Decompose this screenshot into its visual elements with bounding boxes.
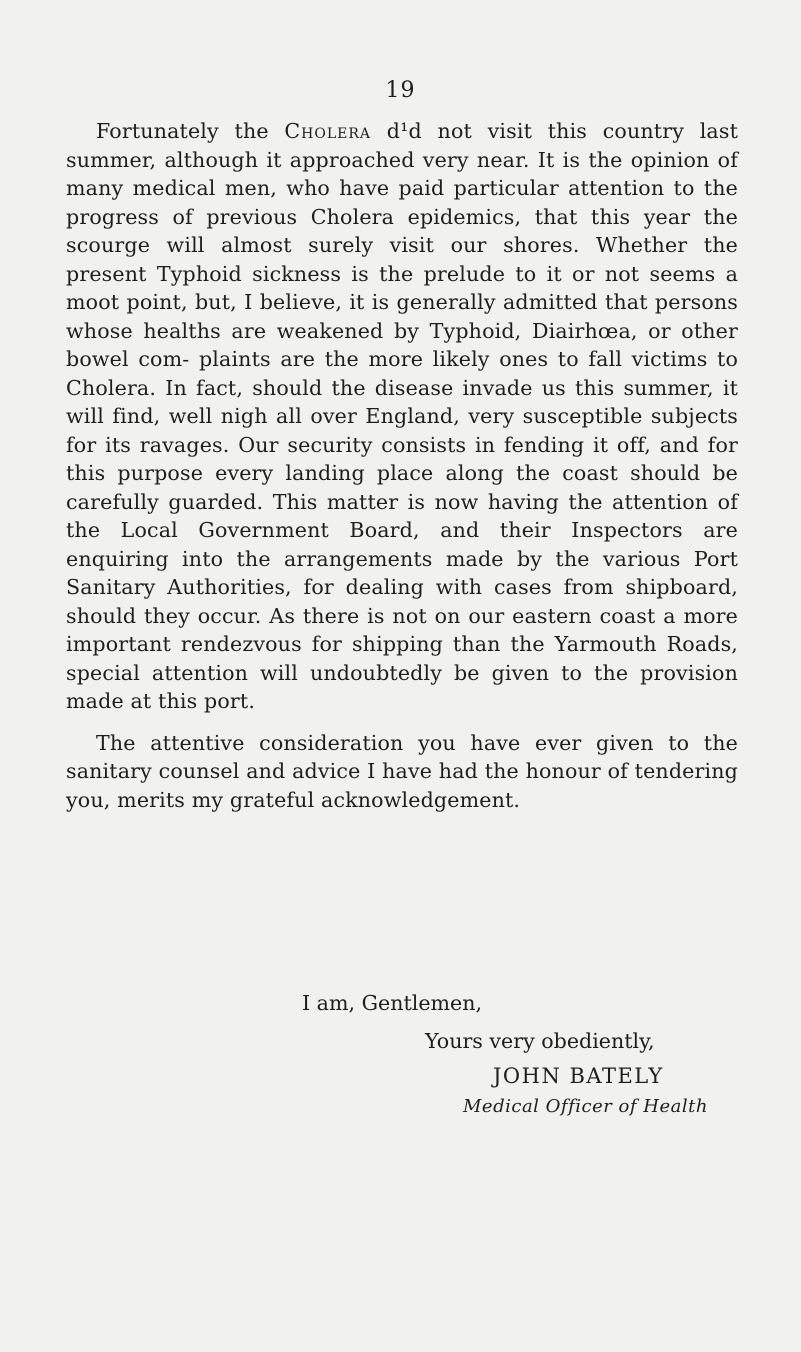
signatory-title: Medical Officer of Health [463,1096,708,1117]
paragraph-rest: d¹d not visit this country last summer, although it approached very near. It is the opinion of many medical men, who have paid particular attention to the progress of previous Cholera epidemics, that this year the scourge will almost surely visit our shores. Whether the present Typhoid sickness is the prelude to it or not seems a moot point, but, I believe, it is generally admitted that persons whose healths are weakened by Typhoid, Diairhœa, or other bowel com- plaints are the more likely ones to fall victims to Cholera. In fact, should the disease invade us this summer, it will find, well nigh all over England, very susceptible subjects for its ravages. Our security consists in fending it off, and for this purpose every landing place along the coast should be carefully guarded. This matter is now having the attention of the Local Government Board, and their Inspectors are enquiring into the arrangements made by the various Port Sanitary Authorities, for dealing with cases from shipboard, should they occur. As there is not on our eastern coast a more important rendezvous for shipping than the Yarmouth Roads, special attention will undoubtedly be given to the provision made at this port. [66,119,739,713]
page-number: 19 [385,78,416,103]
salutation: I am, Gentlemen, [302,991,483,1015]
paragraph-acknowledgement: The attentive consideration you have ever given to the sanitary counsel and advice I have had the honour of tendering you, merits my grateful acknowledgement. [66,730,738,812]
letter-body [66,117,738,814]
signatory-name: JOHN BATELY [493,1064,664,1088]
valediction: Yours very obediently, [425,1029,655,1053]
cholera-smallcaps: Cholera [284,119,372,143]
paragraph-cholera [66,117,738,716]
paragraph-lead: Fortunately the [96,119,285,143]
